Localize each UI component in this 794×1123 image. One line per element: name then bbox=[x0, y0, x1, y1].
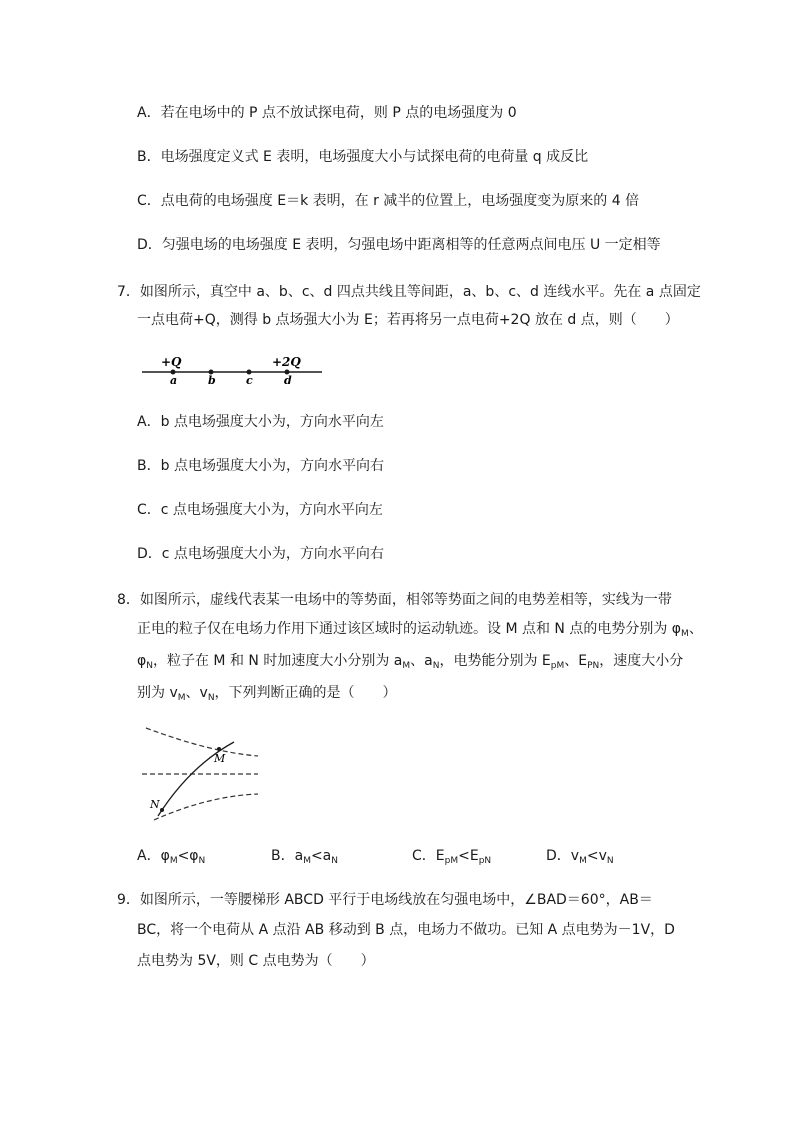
q8-options-row bbox=[137, 845, 657, 867]
q8-option-c: C．$E_{pM}<E_{pN}$ bbox=[412, 848, 492, 866]
q8-figure bbox=[138, 722, 262, 826]
q7-option-b: B．b 点电场强度大小为，方向水平向右 bbox=[137, 458, 384, 474]
q7-charge-right: +2Q bbox=[272, 355, 301, 369]
q7-option-d: D．c 点电场强度大小为，方向水平向右 bbox=[137, 546, 384, 562]
q9-stem-line-1: 9．如图所示，一等腰梯形 ABCD 平行于电场线放在匀强电场中，∠BAD＝60°，AB＝ bbox=[117, 892, 653, 908]
q8-stem-line-2: 正电的粒子仅在电场力作用下通过该区域时的运动轨迹。设 M 点和 N 点的电势分别为 $\varphi_M$、 bbox=[137, 621, 703, 639]
q8-stem-line-1: 8．如图所示，虚线代表某一电场中的等势面，相邻等势面之间的电势差相等，实线为一带 bbox=[117, 592, 672, 608]
q7-stem-line-1: 7．如图所示，真空中 a、b、c、d 四点共线且等间距，a、b、c、d 连线水平。先在 a 点固定 bbox=[117, 284, 701, 300]
q8-option-d: D．$v_M<v_N$ bbox=[546, 848, 614, 866]
q8-equipotential-lower bbox=[154, 794, 258, 820]
q8-point-m-dot bbox=[217, 747, 221, 751]
q8-stem-line-3: $\varphi_N$，粒子在 M 和 N 时加速度大小分别为 $a_M$、$a_N$，电势能分别为 $E_{pM}$、$E_{PN}$，速度大小分 bbox=[137, 653, 684, 671]
q7-charge-left: +Q bbox=[161, 355, 182, 369]
q9-stem-line-2: BC，将一个电荷从 A 点沿 AB 移动到 B 点，电场力不做功。已知 A 点电势为－1V，D bbox=[137, 922, 675, 938]
q7-label-c: c bbox=[246, 374, 253, 386]
q7-label-b: b bbox=[208, 374, 216, 386]
q7-option-a: A．b 点电场强度大小为，方向水平向左 bbox=[137, 414, 384, 430]
q8-label-n: N bbox=[150, 798, 160, 811]
q6-option-d: D．匀强电场的电场强度 E 表明，匀强电场中距离相等的任意两点间电压 U 一定相等 bbox=[137, 237, 661, 253]
q8-option-b: B．$a_M<a_N$ bbox=[271, 848, 338, 866]
q8-option-a: A．$\varphi_M<\varphi_N$ bbox=[137, 848, 206, 866]
q7-label-a: a bbox=[170, 374, 178, 386]
q8-label-m: M bbox=[214, 752, 226, 765]
q6-option-b: B．电场强度定义式 E 表明，电场强度大小与试探电荷的电荷量 q 成反比 bbox=[137, 149, 589, 165]
q6-option-c: C．点电荷的电场强度 E＝k 表明，在 r 减半的位置上，电场强度变为原来的 4 倍 bbox=[137, 193, 640, 209]
q6-option-a: A．若在电场中的 P 点不放试探电荷，则 P 点的电场强度为 0 bbox=[137, 105, 517, 121]
q9-stem-line-3: 点电势为 5V，则 C 点电势为（ ） bbox=[137, 953, 375, 969]
q7-label-d: d bbox=[284, 374, 292, 386]
q7-figure bbox=[138, 352, 328, 386]
q7-option-c: C．c 点电场强度大小为，方向水平向左 bbox=[137, 502, 383, 518]
q8-equipotential-upper bbox=[146, 728, 258, 756]
q7-stem-line-2: 一点电荷+Q，测得 b 点场强大小为 E；若再将另一点电荷+2Q 放在 d 点，则（ ） bbox=[137, 312, 679, 328]
q8-point-n-dot bbox=[160, 808, 164, 812]
q8-stem-line-4: 别为 $v_M$、$v_N$，下列判断正确的是（ ） bbox=[137, 685, 397, 703]
